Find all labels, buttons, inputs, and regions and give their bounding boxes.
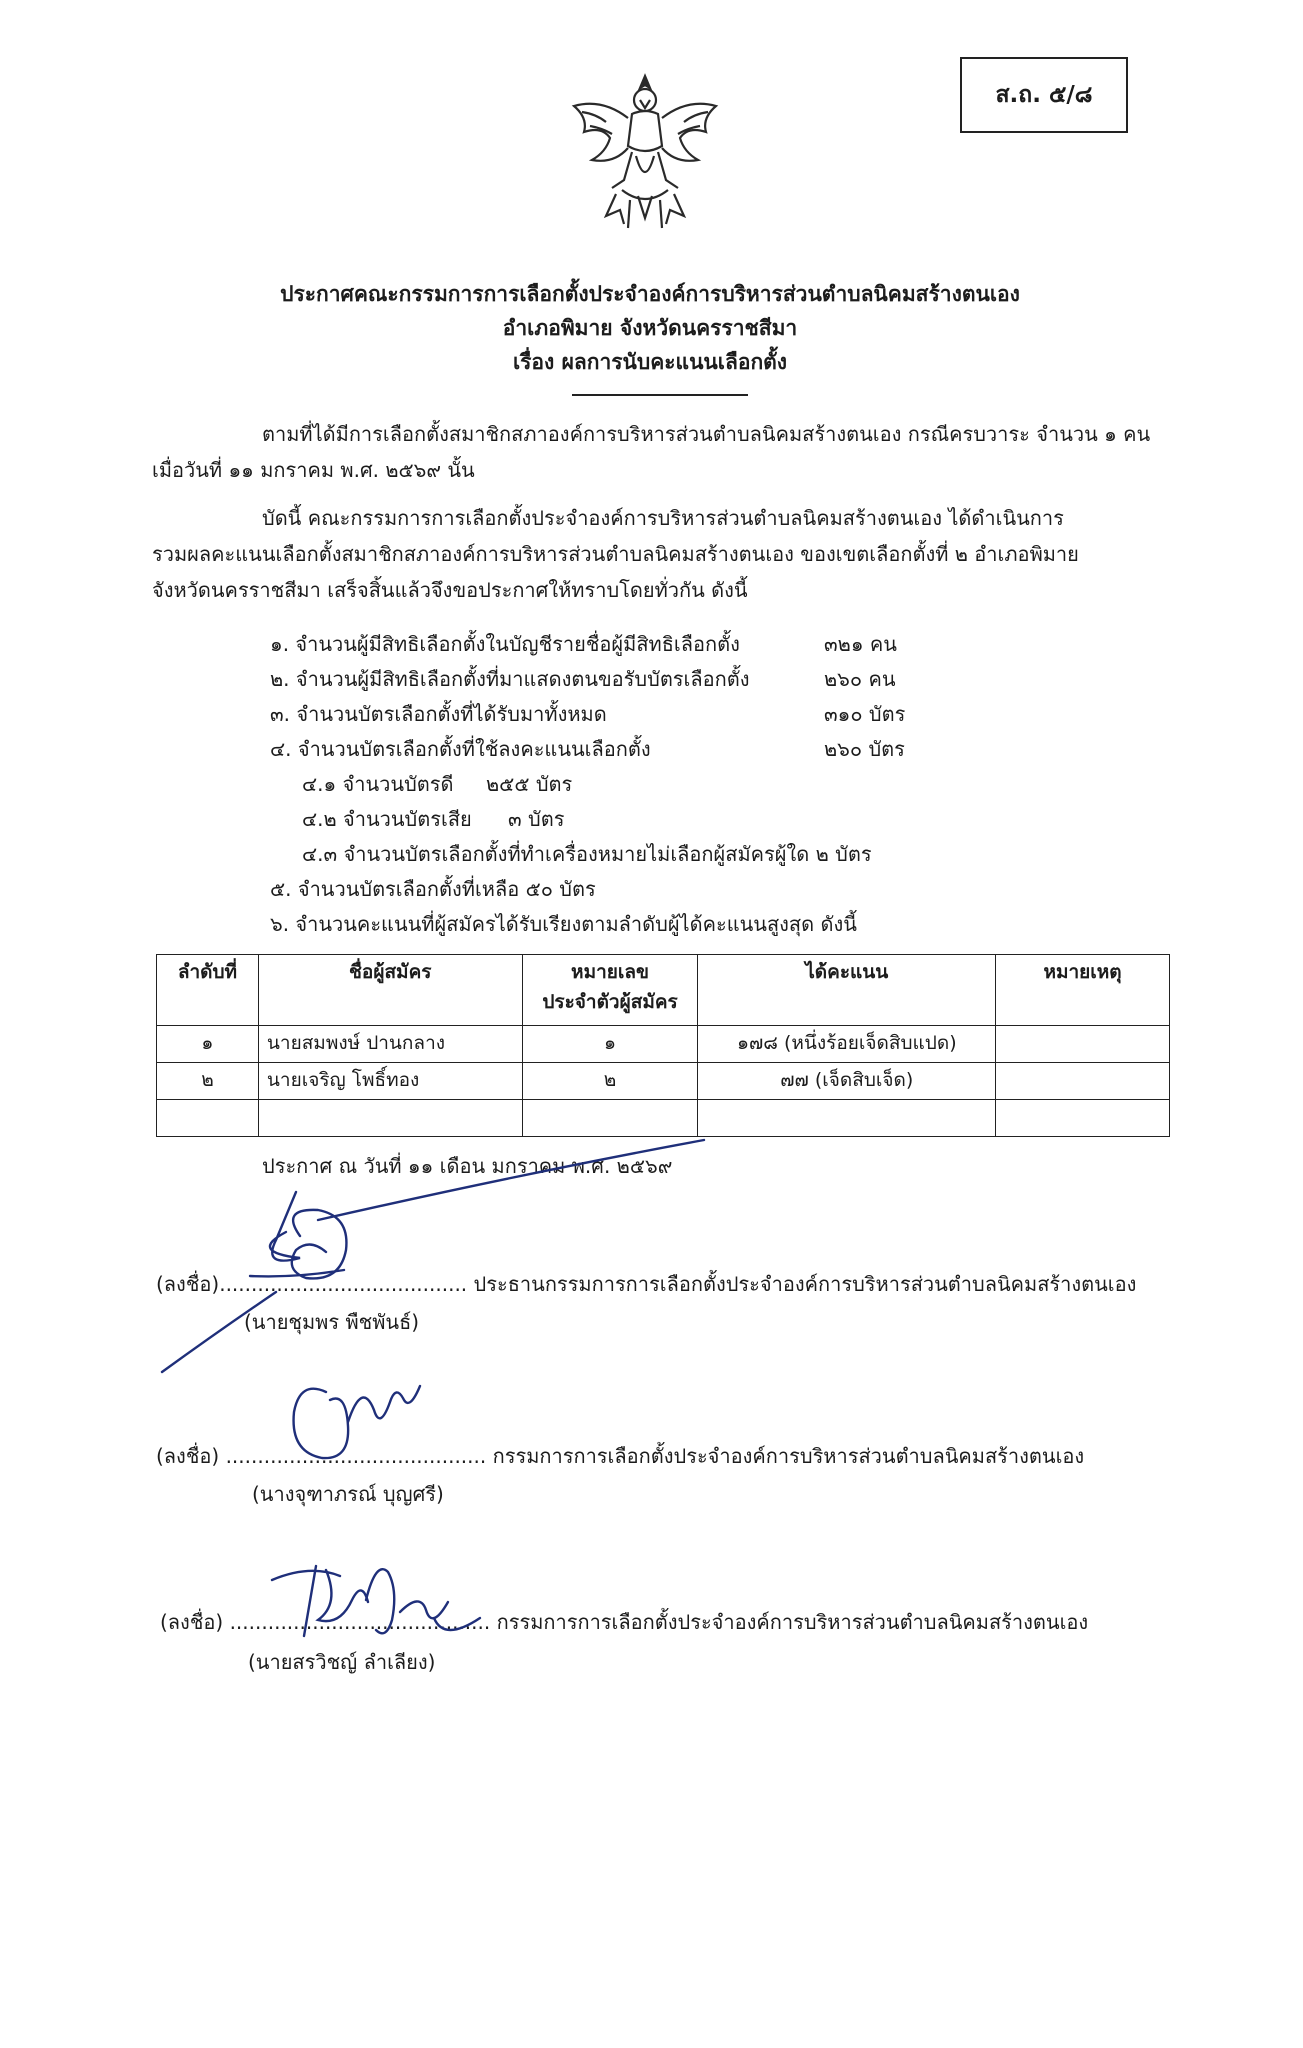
- signature-3-role: กรรมการการเลือกตั้งประจำองค์การบริหารส่วนตำบลนิคมสร้างตนเอง: [496, 1610, 1089, 1634]
- header-number-line2: ประจำตัวผู้สมัคร: [542, 991, 678, 1013]
- header-name: ชื่อผู้สมัคร: [258, 955, 522, 1026]
- table-header-row: [157, 955, 1170, 1026]
- header-rank: ลำดับที่: [157, 955, 259, 1026]
- cell-rank: ๑: [157, 1026, 259, 1063]
- header-number: [522, 955, 698, 1026]
- cell-remark: [996, 1100, 1170, 1137]
- item-3-value: ๓๑๐ บัตร: [824, 702, 906, 726]
- intro-p2-line2: รวมผลคะแนนเลือกตั้งสมาชิกสภาองค์การบริหารส่วนตำบลนิคมสร้างตนเอง ของเขตเลือกตั้งที่ ๒ อำเภอพิมาย: [152, 542, 1079, 566]
- cell-number: [522, 1100, 698, 1137]
- title-line-1: ประกาศคณะกรรมการการเลือกตั้งประจำองค์การบริหารส่วนตำบลนิคมสร้างตนเอง: [280, 282, 1020, 306]
- cell-name: นายสมพงษ์ ปานกลาง: [258, 1026, 522, 1063]
- intro-p2-line3: จังหวัดนครราชสีมา เสร็จสิ้นแล้วจึงขอประกาศให้ทราบโดยทั่วกัน ดังนี้: [152, 578, 748, 602]
- signature-3-line: [160, 1606, 1088, 1638]
- item-2-value: ๒๖๐ คน: [824, 667, 896, 691]
- item-4-text: ๔. จำนวนบัตรเลือกตั้งที่ใช้ลงคะแนนเลือกตั้ง: [270, 737, 651, 761]
- announce-date: ประกาศ ณ วันที่ ๑๑ เดือน มกราคม พ.ศ. ๒๕๖๙: [262, 1154, 673, 1178]
- title-line-2: อำเภอพิมาย จังหวัดนครราชสีมา: [502, 316, 798, 340]
- subitem-4-2-text: ๔.๒ จำนวนบัตรเสีย: [302, 807, 472, 831]
- results-table: [156, 954, 1170, 1137]
- item-1-text: ๑. จำนวนผู้มีสิทธิเลือกตั้งในบัญชีรายชื่อผู้มีสิทธิเลือกตั้ง: [270, 632, 740, 656]
- cell-rank: [157, 1100, 259, 1137]
- subitem-4-3-text: ๔.๓ จำนวนบัตรเลือกตั้งที่ทำเครื่องหมายไม่เลือกผู้สมัครผู้ใด ๒ บัตร: [302, 842, 872, 866]
- signature-3-name: (นายสรวิชญ์ ลำเลียง): [248, 1650, 436, 1674]
- title-underline: [572, 394, 748, 396]
- form-code-box: [960, 57, 1128, 133]
- signature-1-name: (นายชุมพร พืชพันธ์): [244, 1310, 420, 1334]
- cell-name: [258, 1100, 522, 1137]
- header-score: ได้คะแนน: [698, 955, 996, 1026]
- signature-1-label: (ลงชื่อ): [156, 1272, 220, 1296]
- signature-3-dots: .........................................: [229, 1610, 491, 1634]
- item-5-text: ๕. จำนวนบัตรเลือกตั้งที่เหลือ ๕๐ บัตร: [270, 877, 596, 901]
- garuda-emblem-icon: [562, 68, 728, 234]
- cell-score: [698, 1100, 996, 1137]
- signature-2-dots: .........................................: [225, 1444, 487, 1468]
- subitem-4-1-value: ๒๕๕ บัตร: [486, 772, 573, 796]
- cell-remark: [996, 1026, 1170, 1063]
- title-line-3: เรื่อง ผลการนับคะแนนเลือกตั้ง: [512, 350, 788, 374]
- signature-2-name: (นางจุฑาภรณ์ บุญศรี): [252, 1482, 444, 1506]
- table-row: [157, 1100, 1170, 1137]
- item-2-text: ๒. จำนวนผู้มีสิทธิเลือกตั้งที่มาแสดงตนขอรับบัตรเลือกตั้ง: [270, 667, 750, 691]
- intro-p2-line1: บัดนี้ คณะกรรมการการเลือกตั้งประจำองค์การบริหารส่วนตำบลนิคมสร้างตนเอง ได้ดำเนินการ: [262, 506, 1064, 530]
- table-row: [157, 1063, 1170, 1100]
- cell-score: ๗๗ (เจ็ดสิบเจ็ด): [698, 1063, 996, 1100]
- cell-remark: [996, 1063, 1170, 1100]
- subitem-4-2-value: ๓ บัตร: [508, 807, 565, 831]
- item-1-value: ๓๒๑ คน: [824, 632, 897, 656]
- header-number-line1: หมายเลข: [571, 961, 650, 983]
- cell-name: นายเจริญ โพธิ์ทอง: [258, 1063, 522, 1100]
- item-3-text: ๓. จำนวนบัตรเลือกตั้งที่ได้รับมาทั้งหมด: [270, 702, 607, 726]
- cell-number: ๑: [522, 1026, 698, 1063]
- intro-p1-line1: ตามที่ได้มีการเลือกตั้งสมาชิกสภาองค์การบริหารส่วนตำบลนิคมสร้างตนเอง กรณีครบวาระ จำนวน ๑ คน: [262, 422, 1151, 446]
- subitem-4-1-text: ๔.๑ จำนวนบัตรดี: [302, 772, 454, 796]
- signature-2-role: กรรมการการเลือกตั้งประจำองค์การบริหารส่วนตำบลนิคมสร้างตนเอง: [492, 1444, 1085, 1468]
- cell-score: ๑๗๘ (หนึ่งร้อยเจ็ดสิบแปด): [698, 1026, 996, 1063]
- signature-1-dots: .......................................: [219, 1272, 468, 1296]
- table-row: [157, 1026, 1170, 1063]
- signature-2-line: [156, 1440, 1084, 1472]
- intro-p1-line2: เมื่อวันที่ ๑๑ มกราคม พ.ศ. ๒๕๖๙ นั้น: [152, 458, 475, 482]
- signature-2-label: (ลงชื่อ): [156, 1444, 220, 1468]
- signature-1-role: ประธานกรรมการการเลือกตั้งประจำองค์การบริหารส่วนตำบลนิคมสร้างตนเอง: [473, 1272, 1137, 1296]
- cell-rank: ๒: [157, 1063, 259, 1100]
- header-remark: หมายเหตุ: [996, 955, 1170, 1026]
- item-4-value: ๒๖๐ บัตร: [824, 737, 905, 761]
- signature-1-line: [156, 1268, 1136, 1300]
- cell-number: ๒: [522, 1063, 698, 1100]
- form-code: ส.ถ. ๕/๘: [995, 82, 1093, 108]
- signature-3-label: (ลงชื่อ): [160, 1610, 224, 1634]
- item-6-text: ๖. จำนวนคะแนนที่ผู้สมัครได้รับเรียงตามลำดับผู้ได้คะแนนสูงสุด ดังนี้: [270, 912, 857, 936]
